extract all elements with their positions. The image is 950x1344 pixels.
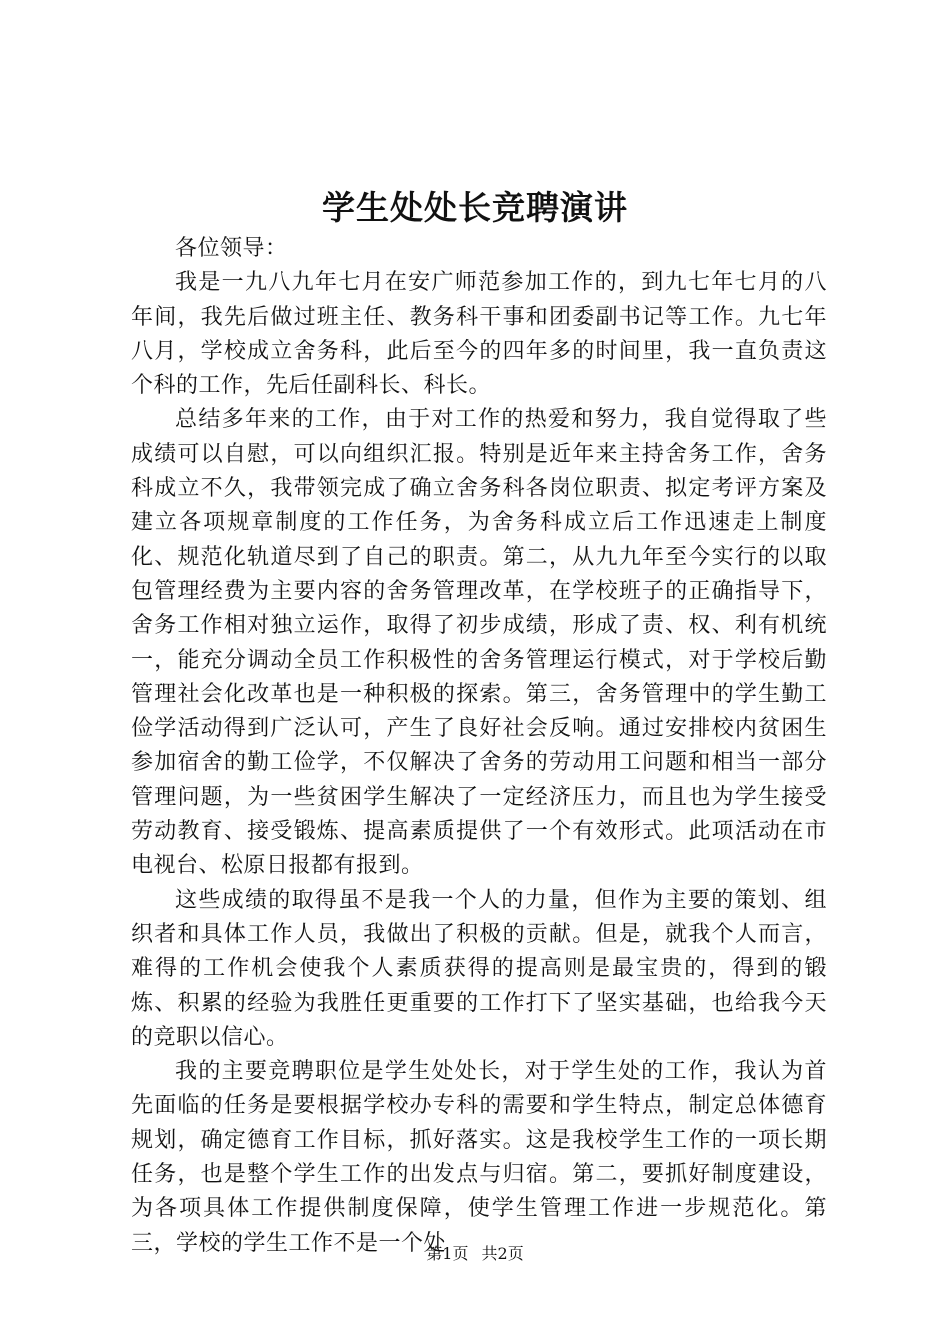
paragraph-position: 我的主要竞聘职位是学生处处长，对于学生处的工作，我认为首先面临的任务是要根据学校办专科的需要和学生特点，制定总体德育规划，确定德育工作目标，抓好落实。这是我校学生工作的一项长期任务，也是整个学生工作的出发点与归宿。第二，要抓好制度建设，为各项具体工作提供制度保障，使学生管理工作进一步规范化。第三，学校的学生工作不是一个处 <box>131 1059 827 1256</box>
page-total: 共2页 <box>481 1244 524 1263</box>
salutation: 各位领导： <box>175 236 288 261</box>
page-footer <box>0 1243 950 1265</box>
document-body <box>131 232 827 1261</box>
document-title: 学生处处长竞聘演讲 <box>322 188 628 227</box>
paragraph-achievements: 总结多年来的工作，由于对工作的热爱和努力，我自觉得取了些成绩可以自慰，可以向组织汇报。特别是近年来主持舍务工作，舍务科成立不久，我带领完成了确立舍务科各岗位职责、拟定考评方案及建立各项规章制度的工作任务，为舍务科成立后工作迅速走上制度化、规范化轨道尽到了自己的职责。第二，从九九年至今实行的以取包管理经费为主要内容的舍务管理改革，在学校班子的正确指导下，舍务工作相对独立运作，取得了初步成绩，形成了责、权、利有机统一，能充分调动全员工作积极性的舍务管理运行模式，对于学校后勤管理社会化改革也是一种积极的探索。第三，舍务管理中的学生勤工俭学活动得到广泛认可，产生了良好社会反响。通过安排校内贫困生参加宿舍的勤工俭学，不仅解决了舍务的劳动用工问题和相当一部分管理问题，为一些贫困学生解决了一定经济压力，而且也为学生接受劳动教育、接受锻炼、提高素质提供了一个有效形式。此项活动在市电视台、松原日报都有报到。 <box>131 407 827 879</box>
paragraph-contribution: 这些成绩的取得虽不是我一个人的力量，但作为主要的策划、组织者和具体工作人员，我做出了积极的贡献。但是，就我个人而言，难得的工作机会使我个人素质获得的提高则是最宝贵的，得到的锻炼、积累的经验为我胜任更重要的工作打下了坚实基础，也给我今天的竞职以信心。 <box>131 887 827 1050</box>
paragraph-intro: 我是一九八九年七月在安广师范参加工作的，到九七年七月的八年间，我先后做过班主任、教务科干事和团委副书记等工作。九七年八月，学校成立舍务科，此后至今的四年多的时间里，我一直负责这个科的工作，先后任副科长、科长。 <box>131 270 827 399</box>
page-number: 第1页 <box>426 1244 469 1263</box>
